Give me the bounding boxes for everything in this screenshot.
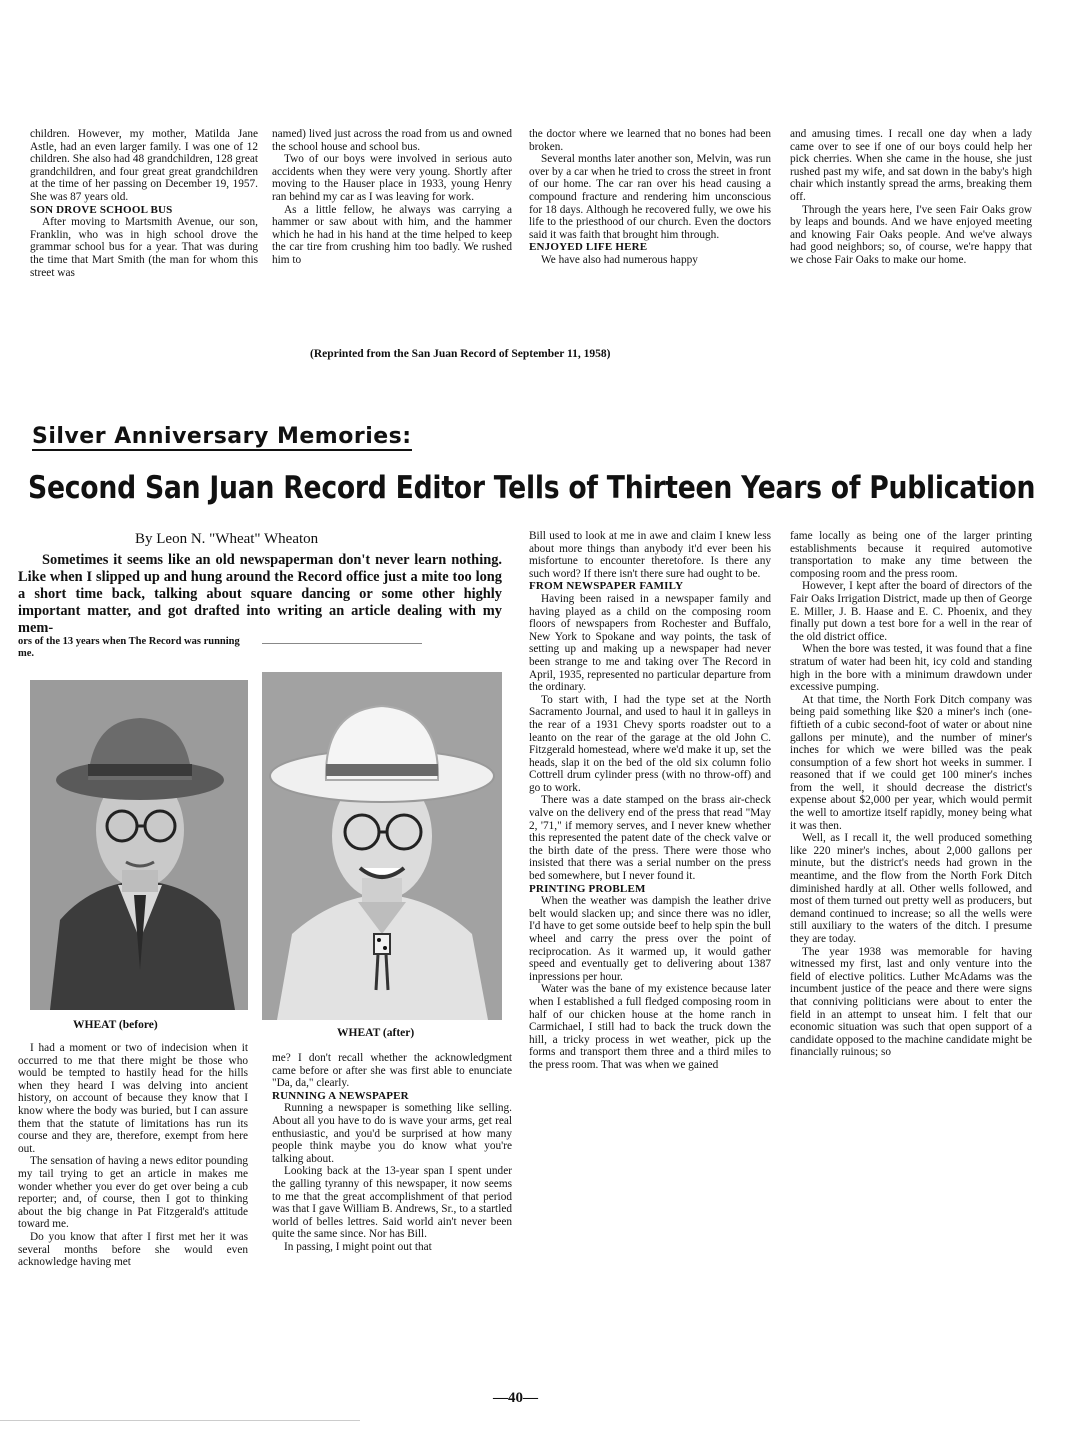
paragraph: There was a date stamped on the brass air-check valve on the delivery end of the press that read "May 2, '71," if memory serves, and I never knew whether this represented the patent date of the check valve or the birth date of the press. There were those who insisted that there was a serial number on the press bed somewhere, but I never found it. <box>529 794 771 883</box>
feature-column-4 <box>790 530 1032 1059</box>
subheading: FROM NEWSPAPER FAMILY <box>529 580 684 593</box>
top-article-column-2 <box>272 128 512 267</box>
portrait-after-image <box>262 672 502 1020</box>
paragraph: We have also had numerous happy <box>541 253 698 266</box>
paragraph: When the weather was dampish the leather drive belt would slacken up; and since there was no idler, I'd have to get some outside beef to help spin the bull wheel and carry the press over the point of reciprocation. As it warmed up, it would gather speed and eventually get to delivering about 1387 inpressions per hour. <box>529 895 771 983</box>
paragraph: me? I don't recall whether the acknowledgment came before or after she was first able to enunciate "Da, da," clearly. <box>272 1052 512 1090</box>
paragraph: Several months later another son, Melvin, was run over by a car when he tried to cross the street in front of our home. The car ran over his head causing a compound fracture and rendering him unconscious for 18 days. Although he recovered fully, we owe his life to the priesthood of our church. Even the doctors said it was faith that brought him through. <box>529 153 771 241</box>
paragraph: named) lived just across the road from us and owned the school house and school bus. <box>272 128 512 153</box>
kicker-text: Silver Anniversary Memories: <box>32 424 412 449</box>
caption-after: WHEAT (after) <box>337 1027 415 1039</box>
top-article-column-3 <box>529 128 771 267</box>
headline: Second San Juan Record Editor Tells of Thirteen Years of Publication <box>28 470 1036 506</box>
paragraph: Bill used to look at me in awe and claim I knew less about more things than anybody it'd ever been his misfortune to encounter theretofore. Is there any such word? If there isn't there sure had ought to be. <box>529 530 771 580</box>
paragraph: fame locally as being one of the larger printing establishments because it required automotive transportation to make any time between the composing room and the press room. <box>790 530 1032 580</box>
subheading: RUNNING A NEWSPAPER <box>272 1089 409 1102</box>
top-article-column-4 <box>790 128 1032 267</box>
paragraph: Water was the bane of my existence because later when I established a full fledged composing room in half of our chicken house at the home ranch in Carmichael, I still had to back the truck down the hill, a tricky process in wet weather, pick up the forms and transport them three and a third miles to the press room. That was when we gained <box>529 983 771 1071</box>
paragraph: At that time, the North Fork Ditch company was being paid something like $20 a miner's inch (one-fiftieth of a cubic second-foot of water or about nine gallons per minute), and the number of miner's inches for which we were billed was the peak consumption of a few short hot weeks in summer. I reasoned that if we could get 100 miner's inches from the well, it should decrease the district's expense about $2,000 per year, which would permit the well to amortize itself rapidly, money being what it was then. <box>790 693 1032 832</box>
paragraph: Having been raised in a newspaper family and having played as a child on the composing room floors of newspapers from Rochester and Buffalo, New York to Spokane and way points, the task of setting up and making up a newspaper had never been strange to me and taking over The Record in April, 1935, represented no particular departure from the ordinary. <box>529 592 771 694</box>
paragraph: As a little fellow, he always was carrying a hammer or saw about with him, and the hammer which he had in his hand at the time helped to keep the car tire from crushing him too badly. We rushed him to <box>272 203 512 266</box>
subheading: PRINTING PROBLEM <box>529 882 646 895</box>
paragraph: Through the years here, I've seen Fair Oaks grow by leaps and bounds. And we have enjoyed meeting and knowing Fair Oaks people. And we've always had good neighbors; so, of course, we're happy that we chose Fair Oaks to make our home. <box>790 203 1032 266</box>
divider <box>262 643 422 644</box>
kicker-heading <box>32 424 412 449</box>
caption-before: WHEAT (before) <box>73 1019 158 1031</box>
paragraph: Looking back at the 13-year span I spent under the galling tyranny of this newspaper, it now seems to me that the great accomplishment of that period was that I gave William B. Andrews, Sr., to a startled world of belles lettres. Said world ain't never been quite the same since. Nor has Bill. <box>272 1165 512 1241</box>
page-number: —40— <box>493 1390 538 1406</box>
subheading: SON DROVE SCHOOL BUS <box>30 203 173 216</box>
intro-tail: ors of the 13 years when The Record was running me. <box>18 636 240 659</box>
paragraph: the doctor where we learned that no bones had been broken. <box>529 128 771 153</box>
paragraph: The sensation of having a news editor pounding my tail trying to get an article in makes me wonder whether you ever do get over being a cub reporter; and, of course, then I got to thinking about the big change in Pat Fitzgerald's attitude toward me. <box>18 1155 248 1231</box>
paragraph: After moving to Martsmith Avenue, our son, Franklin, who was in high school drove the grammar school bus for a year. That was during the time that Mart Smith (the man for whom this street was <box>30 216 258 279</box>
reprint-note: (Reprinted from the San Juan Record of September 11, 1958) <box>310 348 611 360</box>
paragraph: When the bore was tested, it was found that a fine stratum of water had been hit, icy cold and standing high in the bore with a minimum drawdown under excessive pumping. <box>790 643 1032 694</box>
paragraph: Do you know that after I first met her it was several months before she would even acknowledge having met <box>18 1230 248 1269</box>
paragraph: However, I kept after the board of directors of the Fair Oaks Irrigation District, made up then of George E. Miller, J. B. Haase and E. C. Phoenix, and they finally put down a test bore for a well in the rear of the old district office. <box>790 580 1032 643</box>
photo-wheat-after <box>262 672 502 1020</box>
paragraph: I had a moment or two of indecision when it occurred to me that there might be those who would be tempted to hastily head for the hills when they heard I was delving into ancient history, on account of because they know that I know where the body was buried, but I can assure them that the statute of limitations has run its course and they are, therefore, exempt from here out. <box>18 1042 248 1155</box>
intro-text: Sometimes it seems like an old newspaperman don't never learn nothing. Like when I slipped up and hung around the Record office just a mite too long a short time back, talking about square dancing or some other highly important matter, and got drafted into writing an article dealing with my mem- <box>18 552 502 636</box>
subheading: ENJOYED LIFE HERE <box>529 241 648 254</box>
paragraph: Well, as I recall it, the well produced something like 220 miner's inches, about 2,000 gallons per minute, but the district's needs had grown in the meantime, and the flow from the North Fork Ditch diminished hardly at all. Other wells followed, and most of them turned out pretty well as producers, but demand continued to increase; so all the wells were still auxiliary to the waters of the ditch. I presume they are today. <box>790 832 1032 945</box>
portrait-before-image <box>30 680 248 1010</box>
feature-column-3 <box>529 530 771 1072</box>
bottom-divider <box>0 1420 360 1421</box>
paragraph: children. However, my mother, Matilda Jane Astle, had an even larger family. I was one of 12 children. She also had 48 grandchildren, 128 great grandchildren, and four great great grandchildren at the time of her passing on December 19, 1957. She was 87 years old. <box>30 128 258 203</box>
photo-wheat-before <box>30 680 248 1010</box>
paragraph: To start with, I had the type set at the North Sacramento Journal, and used to haul it in galleys in the rear of a 1931 Chevy sports roadster out to a leanto on the rear of the garage at the old John C. Fitzgerald homestead, where we'd make it up, set the heads, slap it on the bed of the old six column folio Cottrell drum cylinder press (with no throw-off) and go to work. <box>529 693 771 794</box>
byline: By Leon N. "Wheat" Wheaton <box>135 531 319 547</box>
paragraph: In passing, I might point out that <box>284 1240 432 1253</box>
paragraph: Two of our boys were involved in serious auto accidents when they were very young. Shortly after moving to the Hauser place in 1933, young Henry ran behind my car as I was leaving for work. <box>272 153 512 203</box>
intro-paragraph <box>18 552 502 637</box>
feature-column-1 <box>18 1042 248 1269</box>
feature-column-2 <box>272 1052 512 1254</box>
top-article-column-1 <box>30 128 258 279</box>
paragraph: and amusing times. I recall one day when a lady came over to see if one of our boys could help her pick cherries. When she came in the house, she just rushed past my wife, and sat down in the baby's high chair which instantly spread the arms, breaking them off. <box>790 128 1032 203</box>
paragraph: Running a newspaper is something like selling. About all you have to do is wave your arms, get real enthusiastic, and you'd be surprised at how many people think maybe you do know what you're talking about. <box>272 1102 512 1165</box>
paragraph: The year 1938 was memorable for having witnessed my first, last and only venture into the field of elective politics. Luther McAdams was the incumbent justice of the peace and there were signs that conniving politicians were about to enter the field in an attempt to unseat him. I felt that our economic situation was such that open support of a candidate opposed to the machine candidate might be financially ruinous; so <box>790 945 1032 1059</box>
